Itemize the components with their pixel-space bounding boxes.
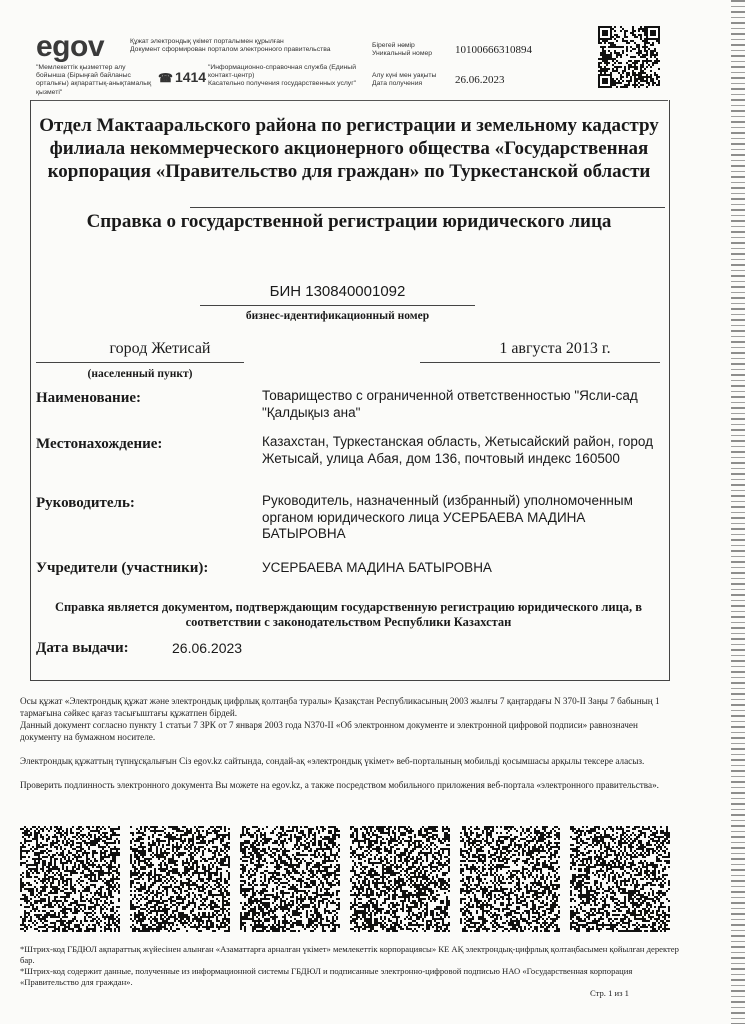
header-center-bottom: "Информационно-справочная служба (Единый контакт-центр) Касательно получения государственных услуг"	[208, 64, 357, 88]
barcode-icon	[570, 826, 670, 932]
issue-date: 26.06.2023	[172, 640, 243, 656]
barcode-icon	[350, 826, 450, 932]
registration-date: 1 августа 2013 г.	[499, 340, 611, 357]
qr-code-icon	[598, 26, 660, 88]
legal-ru-law: Данный документ согласно пункту 1 статьи 7 ЗРК от 7 января 2003 года N370-II «Об электронном документе и электронной цифровой подписи» равнозначен документу на бумажном носителе.	[20, 720, 638, 742]
city-caption: (населенный пункт)	[87, 368, 193, 380]
founders-label: Учредители (участники):	[36, 560, 209, 576]
name-value: Товарищество с ограниченной ответственностью "Ясли-сад "Қалдықыз ана"	[262, 388, 638, 420]
date-underline	[420, 362, 660, 363]
reg-number: 10100666310894	[455, 44, 532, 56]
bin-number: БИН 130840001092	[269, 283, 406, 300]
legal-kz-law: Осы құжат «Электрондық құжат және электрондық цифрлық қолтаңба туралы» Қазақстан Республикасының 2003 жылғы 7 қаңтардағы N 370-II Заңы 7 бабының 1 тармағына сәйкес қағаз тасығыштағы құжатпен бірдей.	[20, 696, 660, 718]
header-center-top: Құжат электрондық үкімет порталымен құрылған Документ сформирован порталом электронного правительства	[130, 38, 331, 54]
date-label: Алу күні мен уақыты Дата получения	[372, 72, 437, 88]
city-name: город Жетисай	[109, 340, 211, 357]
footer-kz-barcode-note: *Штрих-код ГБДЮЛ ақпараттық жүйесінен алынған «Азаматтарға арналған үкімет» мемлекеттік корпорациясы» КЕ АҚ электрондық-цифрлық қолтаңбасымен қойылған деректер бар.	[20, 944, 679, 965]
footer-ru-barcode-note: *Штрих-код содержит данные, полученные из информационной системы ГБДЮЛ и подписанные электронно-цифровой подписью НАО «Государственная корпорация «Правительство для граждан».	[20, 966, 633, 987]
director-label: Руководитель:	[36, 495, 135, 511]
founders-value: УСЕРБАЕВА МАДИНА БАТЫРОВНА	[262, 560, 492, 575]
egov-logo: egov	[36, 30, 105, 63]
barcode-icon	[20, 826, 120, 932]
barcode-icon	[130, 826, 230, 932]
issue-date-label: Дата выдачи:	[36, 640, 129, 656]
bin-caption: бизнес-идентификационный номер	[245, 310, 430, 322]
hotline: ☎ 1414	[158, 69, 207, 85]
barcode-icon	[460, 826, 560, 932]
name-label: Наименование:	[36, 390, 141, 406]
director-value: Руководитель, назначенный (избранный) уполномоченным органом юридического лица УСЕРБАЕВА МАДИНА БАТЫРОВНА	[262, 493, 633, 541]
certificate-note: Справка является документом, подтверждающим государственную регистрацию юридического лица, в соответствии с законодательством Республики Казахстан	[54, 600, 643, 629]
org-underline	[190, 207, 665, 208]
legal-kz-check: Электрондық құжаттың түпнұсқалығын Сіз egov.kz сайтында, сондай-ақ «электрондық үкімет» веб-порталының мобильді қосымшасы арқылы тексере аласыз.	[20, 756, 645, 766]
bin-underline	[200, 305, 475, 306]
receipt-date: 26.06.2023	[455, 74, 505, 86]
location-value: Казахстан, Туркестанская область, Жетысайский район, город Жетысай, улица Абая, дом 136, почтовый индекс 160500	[262, 434, 653, 466]
page-number: Стр. 1 из 1	[590, 988, 629, 998]
barcode-icon	[240, 826, 340, 932]
phone-icon: ☎	[158, 71, 173, 85]
kz-service-note: "Мемлекеттік қызметтер алу бойынша (Бірыңғай байланыс орталығы) ақпараттық-анықтамалық қызметі"	[36, 64, 152, 96]
legal-ru-check: Проверить подлинность электронного документа Вы можете на egov.kz, а также посредством мобильного приложения веб-портала «электронного правительства».	[20, 780, 659, 790]
scan-edge	[731, 0, 745, 1024]
organization-name: Отдел Мактааральского района по регистрации и земельному кадастру филиала некоммерческого акционерного общества «Государственная корпорация «Правительство для граждан» по Туркестанской области	[39, 115, 659, 182]
reg-number-label: Бірегей нөмір Уникальный номер	[372, 42, 433, 58]
document-title: Справка о государственной регистрации юридического лица	[86, 211, 612, 232]
location-label: Местонахождение:	[36, 436, 163, 452]
city-underline	[36, 362, 244, 363]
